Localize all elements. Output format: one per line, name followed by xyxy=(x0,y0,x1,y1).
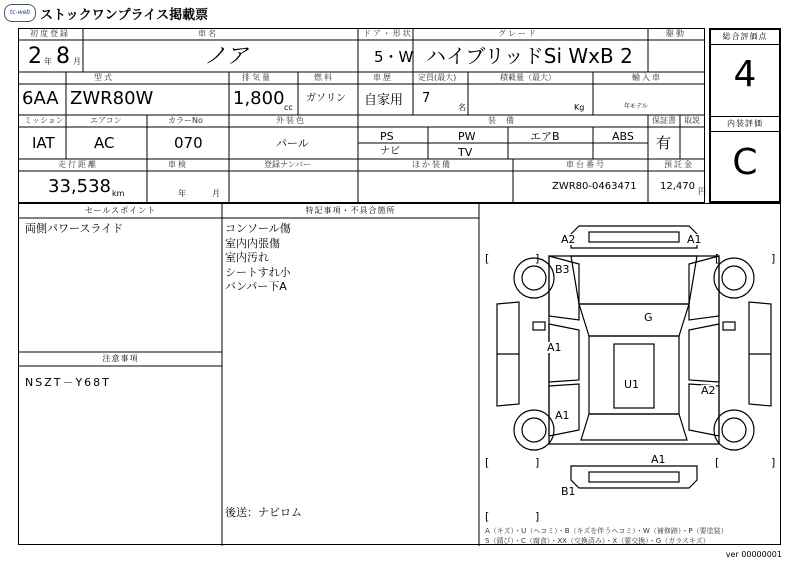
capacity-unit: 名 xyxy=(458,103,466,112)
damage-mark-a1-left-rear: A1 xyxy=(555,409,570,422)
label-other-equipment: ほか装備 xyxy=(412,160,452,169)
history-value: 自家用 xyxy=(364,93,404,108)
equip-abs: ABS xyxy=(612,130,634,143)
version-label: ver 00000001 xyxy=(725,550,782,559)
grade-box xyxy=(709,28,781,203)
load-unit: Kg xyxy=(574,103,585,112)
import-unit: 年モデル xyxy=(624,103,648,110)
label-aircon: エアコン xyxy=(90,116,122,125)
car-name-value: ノア xyxy=(204,44,249,69)
bracket-open: [ xyxy=(485,456,490,469)
logo: tc-web xyxy=(4,4,36,22)
mileage-unit: km xyxy=(112,189,125,198)
first-reg-year: 2 xyxy=(28,44,42,69)
year-unit: 年 xyxy=(44,57,52,66)
legend-line-2: S（錆び）・C（腐食）・XX（交換済み）・X（要交換）・G（ガラスキズ） xyxy=(485,537,710,545)
legend-line-1: A（キズ）・U（ヘコミ）・B（キズを伴うヘコミ）・W（補修跡）・P（要塗装） xyxy=(485,527,728,535)
damage-mark-a1-left-door: A1 xyxy=(547,341,562,354)
label-import: 輸入車 xyxy=(632,73,662,82)
color-no-value: 070 xyxy=(174,134,203,152)
damage-mark-u1: U1 xyxy=(624,378,640,391)
overall-grade-value: 4 xyxy=(733,54,757,95)
label-grade: グレード xyxy=(498,29,538,38)
damage-mark-a2-front: A2 xyxy=(561,233,576,246)
label-model: 型式 xyxy=(94,73,114,82)
month-unit: 月 xyxy=(73,57,81,66)
damage-mark-b3: B3 xyxy=(555,263,570,276)
warranty-value: 有 xyxy=(656,134,672,152)
label-first-reg: 初度登録 xyxy=(30,29,70,38)
interior-grade-value: C xyxy=(732,142,758,183)
label-manual: 取説 xyxy=(684,116,700,125)
label-caution: 注意事項 xyxy=(102,354,139,363)
equip-tv: TV xyxy=(458,146,473,159)
label-warranty: 保証書 xyxy=(652,116,676,125)
bracket-open: [ xyxy=(715,456,720,469)
inspection-month-unit: 月 xyxy=(212,189,220,198)
ext-color-value: パール xyxy=(276,137,309,150)
grade-value: ハイブリッドSi WxB 2 xyxy=(426,44,633,68)
vehicle-info-grid xyxy=(18,28,705,203)
label-mission: ミッション xyxy=(24,116,64,125)
label-interior-grade: 内装評価 xyxy=(711,116,779,132)
aircon-value: AC xyxy=(94,134,115,152)
bracket-close: ] xyxy=(771,252,776,265)
label-overall-grade: 総合評価点 xyxy=(711,30,779,45)
label-plate: 登録ナンバー xyxy=(264,160,312,169)
equip-pw: PW xyxy=(458,130,476,143)
equip-navi: ナビ xyxy=(380,146,400,157)
remark-item: シートすれ小 xyxy=(225,265,291,279)
equip-airbag: エアB xyxy=(530,130,560,143)
label-load: 積載量（最大） xyxy=(500,73,556,82)
door-value: 5・W xyxy=(374,48,414,66)
label-inspection: 車検 xyxy=(168,160,188,169)
bracket-close: ] xyxy=(771,456,776,469)
label-equipment: 装備 xyxy=(488,116,524,125)
damage-mark-a2-right: A2 xyxy=(701,384,716,397)
damage-mark-b1: B1 xyxy=(561,485,576,498)
displacement-value: 1,800 xyxy=(233,88,285,109)
remark-item: コンソール傷 xyxy=(225,222,291,235)
price-unit: 円 xyxy=(698,187,706,196)
remark-item: 室内汚れ xyxy=(225,251,269,264)
mission-value: IAT xyxy=(32,134,55,152)
damage-mark-g: G xyxy=(644,311,653,324)
fuel-value: ガソリン xyxy=(306,93,346,104)
remark-item: 室内内張傷 xyxy=(225,236,280,250)
remark-item: バンパー下A xyxy=(225,280,287,293)
displacement-unit: cc xyxy=(284,103,293,112)
inspection-year-unit: 年 xyxy=(178,189,186,198)
remarks-footer: 後送：ナビロム xyxy=(225,506,302,519)
label-sales-points: セールスポイント xyxy=(84,206,157,215)
mileage-value: 33,538 xyxy=(48,176,111,197)
damage-mark-a1-front: A1 xyxy=(687,233,702,246)
label-displacement: 排気量 xyxy=(242,73,272,82)
chassis-no-value: ZWR80-0463471 xyxy=(552,181,637,192)
label-ext-color: 外装色 xyxy=(276,116,306,125)
caution-text: NSZT－Y68T xyxy=(25,376,111,389)
bracket-close: ] xyxy=(535,510,540,523)
first-reg-month: 8 xyxy=(56,44,70,69)
equip-ps: PS xyxy=(380,130,394,143)
capacity-value: 7 xyxy=(422,91,431,106)
label-mileage: 走行距離 xyxy=(58,160,98,169)
model-value: ZWR80W xyxy=(70,88,154,109)
damage-mark-a1-rear: A1 xyxy=(651,453,666,466)
label-car-name: 車名 xyxy=(198,29,218,38)
page-title: ストックワンプライス掲載票 xyxy=(40,8,209,23)
label-color-no: カラーNo xyxy=(168,116,203,125)
label-drive: 駆動 xyxy=(666,29,686,38)
model-prefix: 6AA xyxy=(22,88,59,109)
label-history: 車歴 xyxy=(373,73,393,82)
price-value: 12,470 xyxy=(660,181,695,192)
label-remarks: 特記事項・不具合箇所 xyxy=(305,206,396,215)
label-door-type: ドア・形状 xyxy=(363,29,413,38)
label-price: 預託金 xyxy=(664,160,694,169)
lower-section xyxy=(18,203,781,545)
bracket-close: ] xyxy=(535,252,540,265)
label-capacity: 定員(最大) xyxy=(418,73,457,82)
bracket-open: [ xyxy=(485,252,490,265)
car-diagram xyxy=(479,204,781,546)
bracket-open: [ xyxy=(715,252,720,265)
remarks-list xyxy=(225,222,291,295)
bracket-open: [ xyxy=(485,510,490,523)
label-chassis-no: 車台番号 xyxy=(566,160,606,169)
sales-point-item: 両側パワースライド xyxy=(25,222,124,235)
damage-legend xyxy=(485,526,728,546)
label-fuel: 燃料 xyxy=(314,73,334,82)
bracket-close: ] xyxy=(535,456,540,469)
